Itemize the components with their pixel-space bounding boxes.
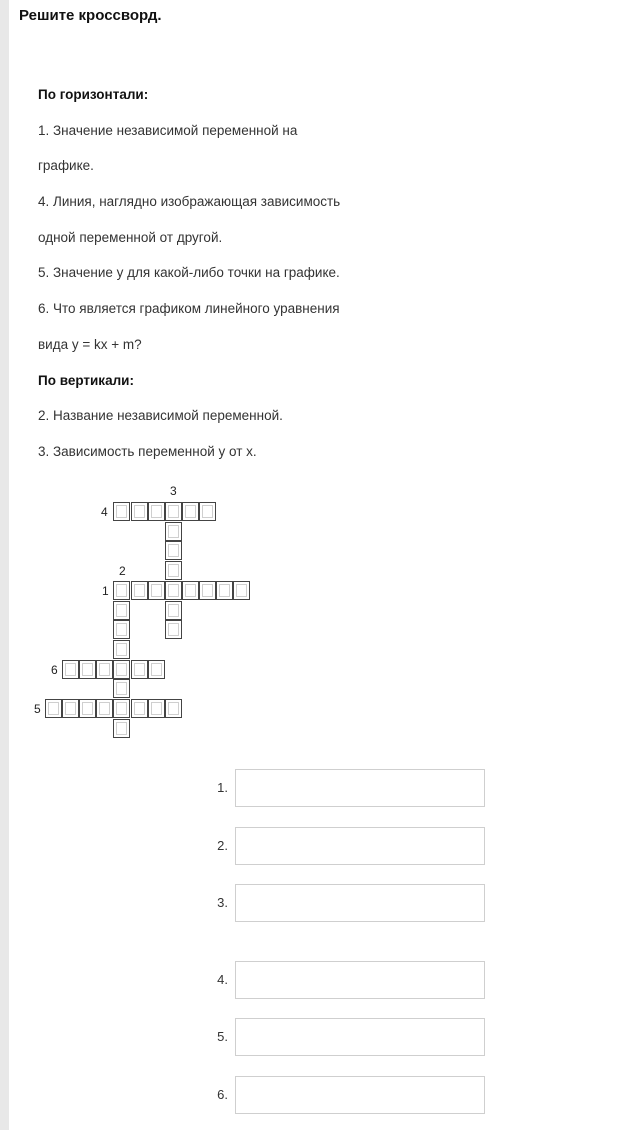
clue-number-2: 2 xyxy=(119,564,126,578)
crossword-cell[interactable] xyxy=(79,699,96,718)
answer-input-5[interactable] xyxy=(235,1018,485,1056)
crossword-cell[interactable] xyxy=(199,502,216,521)
answer-label: 1. xyxy=(217,780,228,795)
crossword-cell[interactable] xyxy=(113,699,130,718)
crossword-cell[interactable] xyxy=(216,581,233,600)
clue-number-3: 3 xyxy=(170,484,177,498)
clue-text: вида y = kx + m? xyxy=(38,336,142,352)
answer-input-4[interactable] xyxy=(235,961,485,999)
crossword-cell[interactable] xyxy=(148,660,165,679)
crossword-cell[interactable] xyxy=(165,581,182,600)
crossword-cell[interactable] xyxy=(96,699,113,718)
crossword-cell[interactable] xyxy=(165,620,182,639)
clue-number-1: 1 xyxy=(102,584,109,598)
crossword-cell[interactable] xyxy=(113,620,130,639)
clue-number-6: 6 xyxy=(51,663,58,677)
crossword-cell[interactable] xyxy=(165,699,182,718)
crossword-cell[interactable] xyxy=(165,541,182,560)
crossword-cell[interactable] xyxy=(131,699,148,718)
clue-text: 3. Зависимость переменной y от x. xyxy=(38,443,257,459)
crossword-cell[interactable] xyxy=(62,699,79,718)
crossword-cell[interactable] xyxy=(233,581,250,600)
crossword-cell[interactable] xyxy=(131,502,148,521)
crossword-cell[interactable] xyxy=(79,660,96,679)
clue-text: 6. Что является графиком линейного уравнения xyxy=(38,301,340,317)
crossword-cell[interactable] xyxy=(148,699,165,718)
crossword-cell[interactable] xyxy=(199,581,216,600)
crossword-cell[interactable] xyxy=(165,522,182,541)
crossword-cell[interactable] xyxy=(165,561,182,580)
crossword-cell[interactable] xyxy=(45,699,62,718)
clue-text: графике. xyxy=(38,158,94,174)
answer-input-2[interactable] xyxy=(235,827,485,865)
crossword-cell[interactable] xyxy=(165,601,182,620)
crossword-cell[interactable] xyxy=(182,581,199,600)
crossword-cell[interactable] xyxy=(182,502,199,521)
crossword-cell[interactable] xyxy=(148,581,165,600)
clue-text: 4. Линия, наглядно изображающая зависимость xyxy=(38,194,341,210)
clues-section xyxy=(38,85,418,478)
clue-text: одной переменной от другой. xyxy=(38,229,223,245)
crossword-cell[interactable] xyxy=(131,581,148,600)
clue-number-4: 4 xyxy=(101,505,108,519)
answer-input-6[interactable] xyxy=(235,1076,485,1114)
answer-label: 6. xyxy=(217,1087,228,1102)
answer-label: 5. xyxy=(217,1029,228,1044)
vertical-heading: По вертикали: xyxy=(38,372,134,388)
answer-input-3[interactable] xyxy=(235,884,485,922)
crossword-cell[interactable] xyxy=(113,601,130,620)
crossword-cell[interactable] xyxy=(113,660,130,679)
horizontal-heading: По горизонтали: xyxy=(38,87,149,102)
crossword-cell[interactable] xyxy=(96,660,113,679)
left-border-bar xyxy=(0,0,9,1130)
crossword-cell[interactable] xyxy=(148,502,165,521)
crossword-cell[interactable] xyxy=(113,502,130,521)
crossword-cell[interactable] xyxy=(113,679,130,698)
page-title: Решите кроссворд. xyxy=(19,7,162,24)
crossword-cell[interactable] xyxy=(62,660,79,679)
answer-label: 3. xyxy=(217,895,228,910)
answer-label: 2. xyxy=(217,838,228,853)
clue-text: 5. Значение y для какой-либо точки на графике. xyxy=(38,265,340,281)
clue-text: 2. Название независимой переменной. xyxy=(38,408,283,424)
answer-label: 4. xyxy=(217,972,228,987)
clue-text: 1. Значение независимой переменной на xyxy=(38,122,298,138)
clue-number-5: 5 xyxy=(34,702,41,716)
crossword-cell[interactable] xyxy=(113,581,130,600)
crossword-cell[interactable] xyxy=(165,502,182,521)
crossword-cell[interactable] xyxy=(131,660,148,679)
answer-input-1[interactable] xyxy=(235,769,485,807)
crossword-cell[interactable] xyxy=(113,719,130,738)
crossword-cell[interactable] xyxy=(113,640,130,659)
